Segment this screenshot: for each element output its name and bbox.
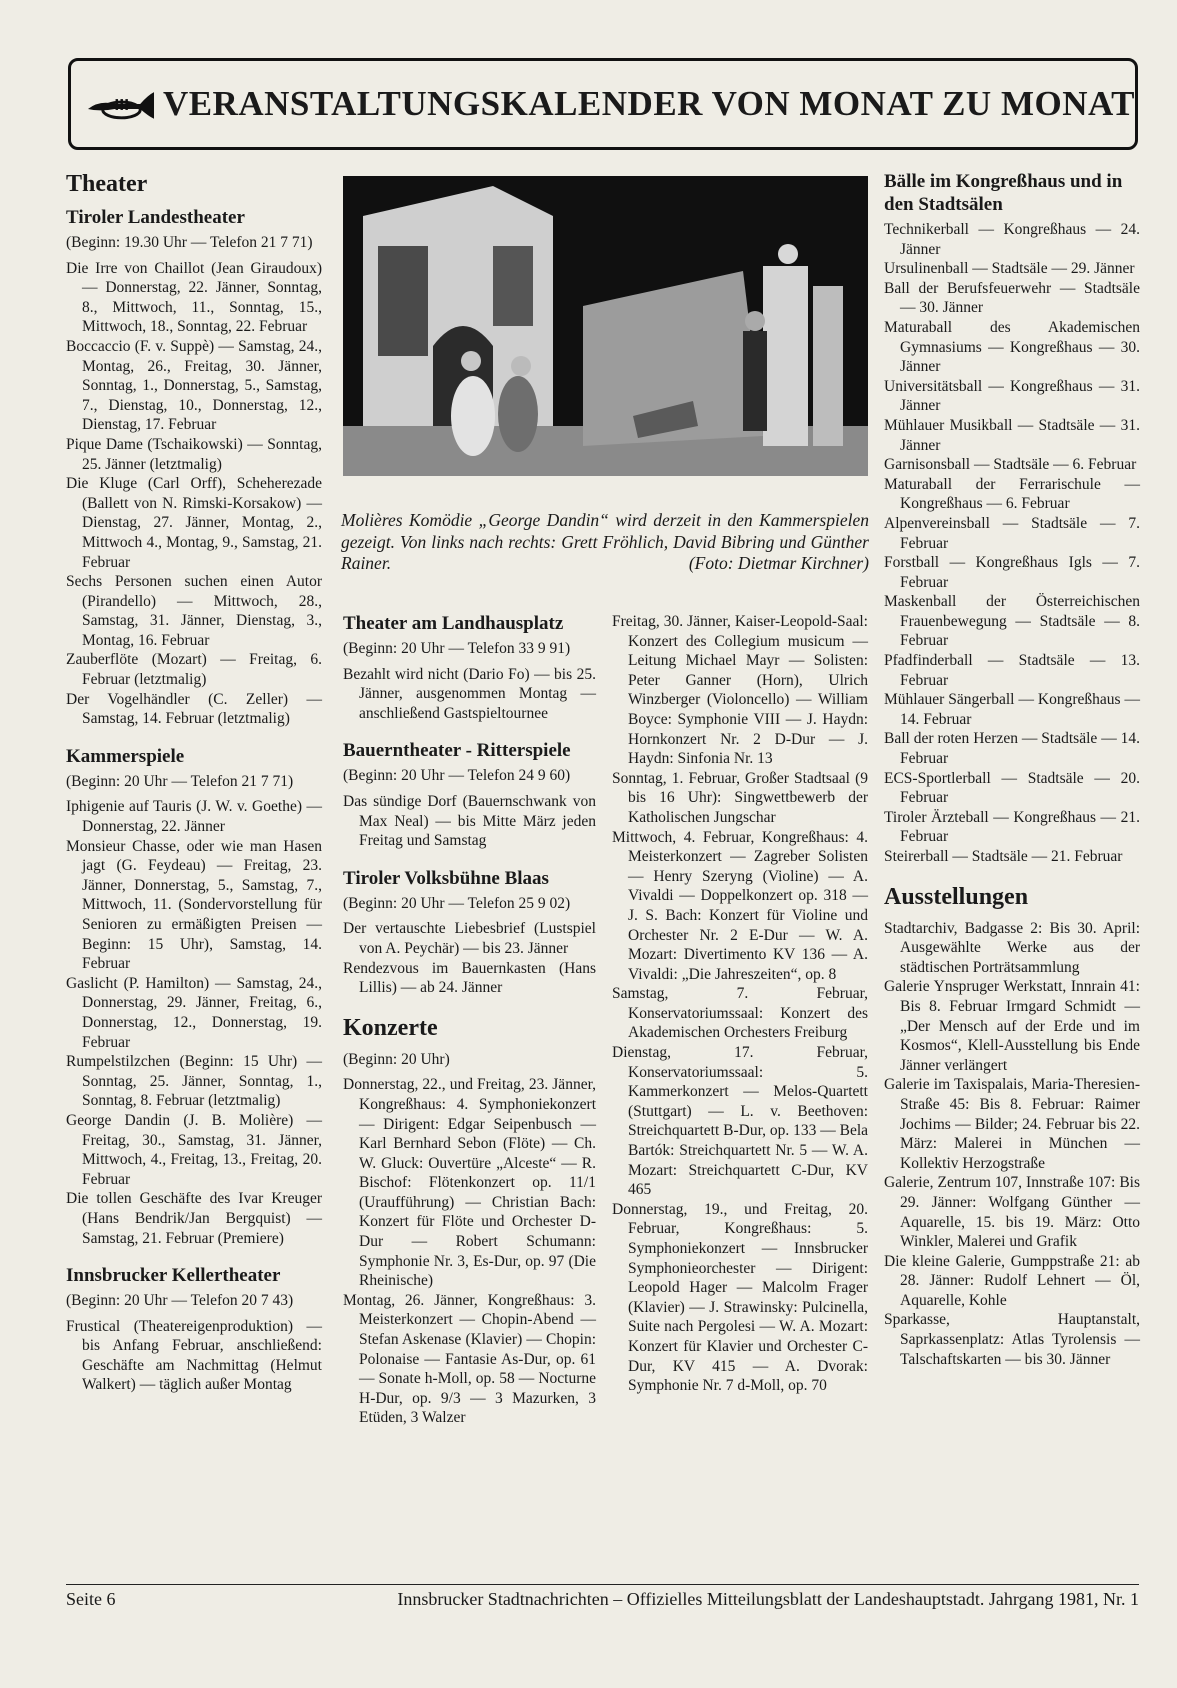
concert-entry: Dienstag, 17. Februar, Konservatoriumssaal: 5. Kammerkonzert — Melos-Quartett (Stuttgart) — L. v. Beethoven: Streichquartett B-Dur, op. 133 — Bela Bartók: Streichquartett Nr. 5 — W. A. Mozart: Streichquartett C-Dur, KV 465: [612, 1044, 869, 1199]
ball-entry: ECS-Sportlerball — Stadtsäle — 20. Februar: [884, 769, 1140, 807]
photo-caption: [341, 510, 869, 575]
section-konzerte: [343, 1014, 596, 1428]
exhibition-entry: Die kleine Galerie, Gumppstraße 21: ab 28. Jänner: Rudolf Lehnert — Öl, Aquarelle, Kohle: [884, 1252, 1140, 1309]
page-footer: [66, 1584, 1139, 1610]
ball-entry: Ursulinenball — Stadtsäle — 29. Jänner: [884, 260, 1135, 278]
venue-landhausplatz: [343, 612, 596, 723]
event-entry: Rumpelstilzchen (Beginn: 15 Uhr) — Sonntag, 25. Jänner, Sonntag, 1., Sonntag, 8. Februar (letztmalig): [66, 1053, 322, 1110]
ball-entry: Steirerball — Stadtsäle — 21. Februar: [884, 848, 1123, 865]
event-entry: Zauberflöte (Mozart) — Freitag, 6. Februar (letztmalig): [66, 651, 322, 689]
column-middle-right: [612, 612, 868, 1396]
concert-entry: Freitag, 30. Jänner, Kaiser-Leopold-Saal: Konzert des Collegium musicum — Leitung Michael Mayr — Solisten: Peter Ganner (Horn), Ulrich Winzberger (Violoncello) — William Boyce: Symphonie VIII — J. Haydn: Hornkonzert Nr. 2 D-Dur — J. Haydn: Sinfonia Nr. 13: [612, 613, 868, 768]
event-entry: Die tollen Geschäfte des Ivar Kreuger (Hans Bendrik/Jan Bergquist) — Samstag, 21. Februar (Premiere): [66, 1190, 322, 1247]
ball-entry: Technikerball — Kongreßhaus — 24. Jänner: [884, 221, 1140, 258]
ball-entry: Universitätsball — Kongreßhaus — 31. Jänner: [884, 377, 1140, 415]
venue-meta: (Beginn: 20 Uhr — Telefon 21 7 71): [66, 772, 294, 790]
calendar-title: VERANSTALTUNGSKALENDER VON MONAT ZU MONAT: [162, 84, 1135, 123]
event-entry: Die Kluge (Carl Orff), Scheherezade (Ballett von N. Rimski-Korsakow) — Dienstag, 27. Jänner, Montag, 2., Mittwoch 4., Montag, 9., Samstag, 21. Februar: [66, 475, 322, 571]
calendar-header: [68, 58, 1138, 150]
exhibition-entry: Galerie im Taxispalais, Maria-Theresien-Straße 45: Bis 8. Februar: Raimer Jochims — Bilder; 24. Februar bis 22. März: Malerei in München — Kollektiv Herzogstraße: [884, 1076, 1140, 1172]
event-entry: Bezahlt wird nicht (Dario Fo) — bis 25. Jänner, ausgenommen Montag — anschließend Gastspieltournee: [343, 665, 596, 722]
venue-meta: (Beginn: 20 Uhr — Telefon 24 9 60): [343, 767, 571, 785]
exhibition-entry: Sparkasse, Hauptanstalt, Saprkassenplatz: Atlas Tyrolensis — Talschaftskarten — bis 30. Jänner: [884, 1311, 1140, 1368]
ball-entry: Maskenball der Österreichischen Frauenbewegung — Stadtsäle — 8. Februar: [884, 593, 1140, 650]
ball-entry: Maturaball des Akademischen Gymnasiums — Kongreßhaus — 30. Jänner: [884, 318, 1140, 376]
event-entry: George Dandin (J. B. Molière) — Freitag, 30., Samstag, 31. Jänner, Mittwoch, 4., Freitag, 13., Freitag, 20. Februar: [66, 1111, 322, 1188]
exhibition-entry: Galerie, Zentrum 107, Innstraße 107: Bis 29. Jänner: Wolfgang Günther — Aquarelle, 15. bis 19. März: Otto Winkler, Malerei und Grafik: [884, 1174, 1140, 1251]
caption-text: Molières Komödie „George Dandin“ wird derzeit in den Kammerspielen gezeigt. Von links nach rechts: Grett Fröhlich, David Bibring und Günther Rainer.: [341, 510, 869, 573]
ball-entry: Garnisonsball — Stadtsäle — 6. Februar: [884, 456, 1137, 474]
concert-entry: Montag, 26. Jänner, Kongreßhaus: 3. Meisterkonzert — Chopin-Abend — Stefan Askenase (Klavier) — Chopin: Polonaise — Fantasie As-Dur, op. 61 — Sonate h-Moll, op. 58 — Nocturne H-Dur, op. 9/3 — 3 Mazurken, 3 Etüden, 3 Walzer: [343, 1291, 596, 1427]
event-entry: Die Irre von Chaillot (Jean Giraudoux) — Donnerstag, 22. Jänner, Sonntag, 8., Mittwoch, 11., Sonntag, 15., Mittwoch, 18., Sonntag, 22. Februar: [66, 259, 322, 336]
venue-volksbuehne: [343, 867, 596, 998]
venue-kammerspiele: [66, 745, 322, 1248]
event-entry: Pique Dame (Tschaikowski) — Sonntag, 25. Jänner (letztmalig): [66, 435, 322, 473]
column-middle-left: [343, 612, 596, 1444]
ball-entry: Mühlauer Musikball — Stadtsäle — 31. Jänner: [884, 416, 1140, 454]
stage-photo: [343, 176, 868, 476]
venue-meta: (Beginn: 20 Uhr — Telefon 33 9 91): [343, 640, 571, 657]
venue-meta: (Beginn: 19.30 Uhr — Telefon 21 7 71): [66, 234, 313, 251]
exhibition-entry: Galerie Ynspruger Werkstatt, Innrain 41: Bis 8. Februar Irmgard Schmidt — „Der Mensch auf der Erde und im Kosmos“, Klell-Ausstellung bis Ende Jänner verlängert: [884, 978, 1140, 1074]
event-entry: Rendezvous im Bauernkasten (Hans Lillis) — ab 24. Jänner: [343, 959, 596, 997]
venue-meta: (Beginn: 20 Uhr — Telefon 25 9 02): [343, 894, 571, 912]
venue-landestheater: [66, 206, 322, 729]
concert-entry: Samstag, 7. Februar, Konservatoriumssaal: Konzert des Akademischen Orchesters Freiburg: [612, 985, 868, 1042]
publication-line: Innsbrucker Stadtnachrichten – Offizielles Mitteilungsblatt der Landeshauptstadt. Jahrgang 1981, Nr. 1: [397, 1589, 1139, 1609]
event-entry: Frustical (Theatereigenproduktion) — bis Anfang Februar, anschließend: Geschäfte am Nachmittag (Helmut Walkert) — täglich außer Montag: [66, 1317, 322, 1394]
event-entry: Das sündige Dorf (Bauernschwank von Max Neal) — bis Mitte März jeden Freitag und Samstag: [343, 792, 596, 850]
section-heading-konzerte: Konzerte: [343, 1014, 438, 1041]
event-entry: Monsieur Chasse, oder wie man Hasen jagt (G. Feydeau) — Freitag, 23. Jänner, Donnerstag, 5., Samstag, 7., Mittwoch, 11. (Sondervorstellung für Senioren zu ermäßigten Preisen — Beginn: 15 Uhr), Samstag, 14. Februar: [66, 837, 322, 973]
section-heading-theater: Theater: [66, 171, 148, 197]
concert-entry: Sonntag, 1. Februar, Großer Stadtsaal (9 bis 16 Uhr): Singwettbewerb der Katholischen Jungschar: [612, 769, 868, 826]
ball-entry: Forstball — Kongreßhaus Igls — 7. Februar: [884, 554, 1140, 591]
exhibition-entry: Stadtarchiv, Badgasse 2: Bis 30. April: Ausgewählte Werke aus der städtischen Porträtsammlung: [884, 919, 1140, 976]
concert-entry: Donnerstag, 19., und Freitag, 20. Februar, Kongreßhaus: 5. Symphoniekonzert — Innsbrucker Symphonieorchester — Dirigent: Leopold Hager — Malcolm Frager (Klavier) — J. Strawinsky: Pulcinella, Suite nach Pergolesi — W. A. Mozart: Konzert für Klavier und Orchester C-Dur, KV 415 — A. Dvorak: Symphonie Nr. 7 d-Moll, op. 70: [612, 1200, 868, 1395]
column-right: [884, 170, 1140, 1385]
concert-entry: Donnerstag, 22., und Freitag, 23. Jänner, Kongreßhaus: 4. Symphoniekonzert — Dirigent: Edgar Seipenbusch — Karl Bernhard Sebon (Flöte) — Ch. W. Gluck: Ouvertüre „Alceste“ — R. Bischof: Flötenkonzert op. 11/1 (Uraufführung) — Christian Bach: Konzert für Flöte und Orchester D-Dur — Robert Schumann: Symphonie Nr. 3, Es-Dur, op. 97 (Die Rheinische): [343, 1076, 596, 1290]
venue-name: Tiroler Landestheater: [66, 207, 245, 228]
event-entry: Der vertauschte Liebesbrief (Lustspiel von A. Peychär) — bis 23. Jänner: [343, 920, 596, 957]
venue-name: Theater am Landhausplatz: [343, 613, 564, 634]
venue-meta: (Beginn: 20 Uhr — Telefon 20 7 43): [66, 1292, 294, 1310]
ball-entry: Mühlauer Sängerball — Kongreßhaus — 14. Februar: [884, 691, 1140, 728]
venue-name: Kammerspiele: [66, 745, 185, 767]
ball-entry: Ball der Berufsfeuerwehr — Stadtsäle — 30. Jänner: [884, 279, 1140, 317]
konzerte-meta: (Beginn: 20 Uhr): [343, 1050, 450, 1068]
event-entry: Der Vogelhändler (C. Zeller) — Samstag, 14. Februar (letztmalig): [66, 690, 322, 728]
venue-name: Tiroler Volksbühne Blaas: [343, 867, 549, 889]
section-ausstellungen: [884, 883, 1140, 1370]
event-entry: Boccaccio (F. v. Suppè) — Samstag, 24., Montag, 26., Freitag, 30. Jänner, Sonntag, 1., Donnerstag, 5., Samstag, 7., Dienstag, 10., Donnerstag, 12., Dienstag, 17. Februar: [66, 337, 322, 434]
ball-entry: Ball der roten Herzen — Stadtsäle — 14. Februar: [884, 730, 1140, 768]
photo-credit: (Foto: Dietmar Kirchner): [688, 553, 869, 573]
event-entry: Sechs Personen suchen einen Autor (Pirandello) — Mittwoch, 28., Samstag, 31. Jänner, Dienstag, 3., Montag, 16. Februar: [66, 573, 322, 649]
section-baelle: [884, 170, 1140, 867]
event-entry: Gaslicht (P. Hamilton) — Samstag, 24., Donnerstag, 29. Jänner, Freitag, 6., Donnerstag, 12., Donnerstag, 19. Februar: [66, 974, 322, 1051]
ball-entry: Alpenvereinsball — Stadtsäle — 7. Februar: [884, 514, 1140, 552]
horn-logo-icon: [85, 73, 159, 137]
event-entry: Iphigenie auf Tauris (J. W. v. Goethe) — Donnerstag, 22. Jänner: [66, 798, 322, 836]
page-number: Seite 6: [66, 1589, 116, 1609]
venue-bauerntheater: [343, 739, 596, 850]
concert-entry: Mittwoch, 4. Februar, Kongreßhaus: 4. Meisterkonzert — Zagreber Solisten — Henry Szeryng (Violine) — A. Vivaldi — Doppelkonzert op. 318 — J. S. Bach: Konzert für Violine und Orchester Nr. 2 E-Dur — W. A. Mozart: Divertimento KV 136 — A. Vivaldi: „Die Jahreszeiten“, op. 8: [612, 828, 868, 983]
venue-name: Innsbrucker Kellertheater: [66, 1265, 281, 1287]
venue-kellertheater: [66, 1264, 322, 1395]
section-heading-baelle: Bälle im Kongreßhaus und in den Stadtsälen: [884, 171, 1123, 215]
ball-entry: Maturaball der Ferrarischule — Kongreßhaus — 6. Februar: [884, 475, 1140, 513]
ball-entry: Tiroler Ärzteball — Kongreßhaus — 21. Februar: [884, 808, 1140, 846]
ball-entry: Pfadfinderball — Stadtsäle — 13. Februar: [884, 652, 1140, 689]
column-theater: [66, 170, 322, 1411]
stage-scene-image: [343, 176, 868, 476]
section-heading-ausstellungen: Ausstellungen: [884, 883, 1029, 910]
venue-name: Bauerntheater - Ritterspiele: [343, 740, 571, 762]
